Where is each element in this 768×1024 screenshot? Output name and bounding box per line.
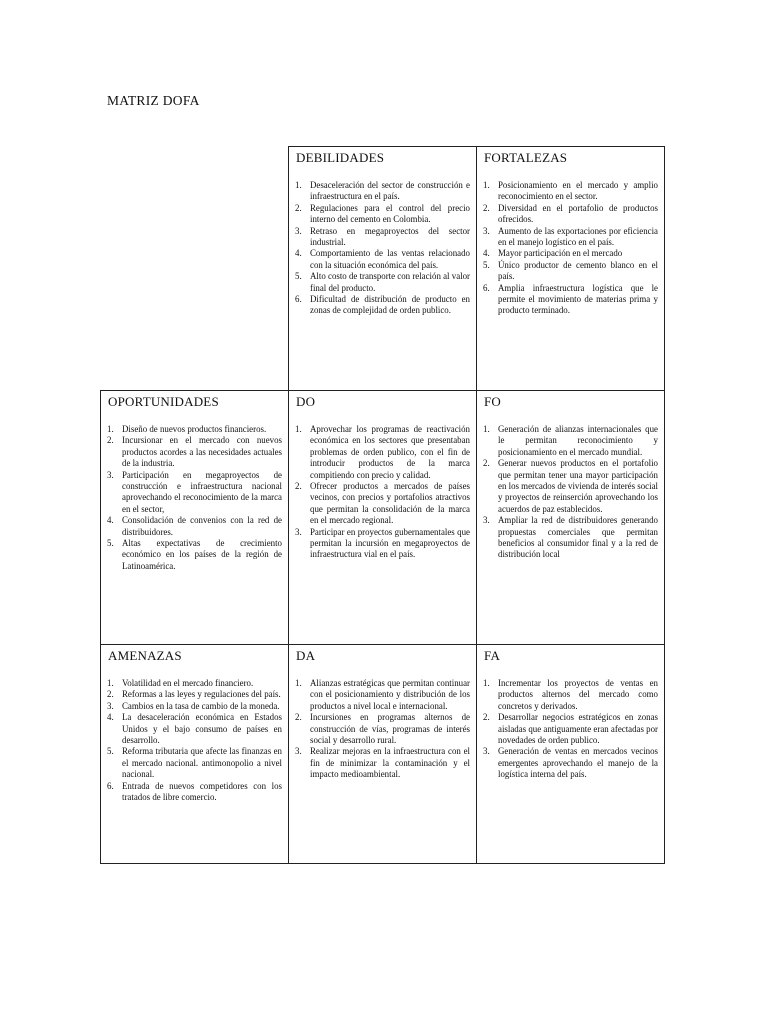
fortalezas-list — [483, 180, 658, 317]
amenazas-cell — [101, 645, 289, 864]
list-number: 2. — [295, 202, 302, 213]
list-item-text: Incursiones en programas alternos de construcción de vías, programas de interés social y desarrollo rural. — [310, 712, 470, 746]
list-item-text: Regulaciones para el control del precio interno del cemento en Colombia. — [310, 202, 470, 225]
do-item — [295, 527, 470, 561]
amenazas-item — [107, 689, 282, 700]
fa-item — [483, 712, 658, 746]
da-item — [295, 712, 470, 746]
list-item-text: Aumento de las exportaciones por eficiencia en el manejo logístico en el país. — [498, 225, 658, 248]
fortalezas-item — [483, 283, 658, 317]
list-item-text: Incrementar los proyectos de ventas en productos alternos del mercado como concretos y derivados. — [498, 678, 658, 711]
amenazas-item — [107, 678, 282, 689]
fo-cell — [477, 391, 665, 645]
list-number: 4. — [295, 248, 302, 259]
list-item-text: Comportamiento de las ventas relacionado con la situación económica del país. — [310, 248, 470, 270]
list-number: 5. — [295, 271, 302, 282]
oportunidades-item — [107, 538, 282, 572]
list-item-text: Posicionamiento en el mercado y amplio reconocimiento en el sector. — [498, 180, 658, 202]
do-header: DO — [296, 394, 316, 409]
list-number: 1. — [483, 678, 490, 688]
list-number: 2. — [107, 689, 114, 700]
list-number: 6. — [483, 282, 490, 293]
list-number: 3. — [483, 746, 490, 757]
fa-cell — [477, 645, 665, 864]
list-number: 3. — [295, 746, 302, 757]
list-item-text: Diseño de nuevos productos financieros. — [122, 424, 267, 434]
list-number: 4. — [107, 712, 114, 723]
oportunidades-cell — [101, 391, 289, 645]
list-number: 2. — [483, 202, 490, 213]
list-item-text: Consolidación de convenios con la red de distribuidores. — [122, 515, 282, 537]
list-item-text: Generar nuevos productos en el portafolio que permitan tener una mayor participación en los mercados de vivienda de interés social y proyectos de reinserción aprovechando los acuerdos de paz establecidos. — [498, 458, 658, 514]
do-item — [295, 424, 470, 481]
do-cell — [289, 391, 477, 645]
list-item-text: Desarrollar negocios estratégicos en zonas aisladas que antiguamente eran afectadas por novedades de orden publico. — [498, 712, 658, 746]
da-cell — [289, 645, 477, 864]
debilidades-list — [295, 180, 470, 317]
list-item-text: Altas expectativas de crecimiento económico en los países de la región de Latinoamérica. — [122, 538, 282, 571]
list-number: 3. — [107, 700, 114, 711]
oportunidades-list — [107, 424, 282, 572]
fo-item — [483, 458, 658, 515]
list-number: 5. — [107, 746, 114, 757]
fortalezas-item — [483, 203, 658, 226]
list-item-text: Reforma tributaria que afecte las finanzas en el mercado nacional. antimonopolio a nivel nacional. — [122, 746, 282, 780]
fortalezas-header: FORTALEZAS — [484, 150, 568, 165]
amenazas-item — [107, 746, 282, 780]
list-number: 3. — [483, 225, 490, 236]
da-list — [295, 678, 470, 781]
amenazas-item — [107, 781, 282, 804]
fortalezas-item — [483, 260, 658, 283]
list-number: 2. — [483, 458, 490, 469]
list-number: 4. — [107, 515, 114, 526]
oportunidades-item — [107, 424, 282, 435]
oportunidades-item — [107, 470, 282, 516]
list-number: 5. — [107, 538, 114, 549]
list-number: 1. — [295, 180, 302, 190]
dofa-matrix — [100, 146, 665, 864]
list-item-text: Único productor de cemento blanco en el país. — [498, 259, 658, 282]
amenazas-header: AMENAZAS — [108, 648, 182, 663]
list-number: 1. — [295, 678, 302, 688]
list-item-text: Entrada de nuevos competidores con los tratados de libre comercio. — [122, 780, 282, 803]
list-number: 2. — [295, 712, 302, 723]
list-item-text: Alto costo de transporte con relación al valor final del producto. — [310, 271, 470, 293]
fortalezas-item — [483, 248, 658, 259]
list-number: 1. — [483, 424, 490, 434]
list-number: 1. — [483, 180, 490, 190]
empty-corner-cell — [101, 147, 289, 391]
list-item-text: Generación de alianzas internacionales que le permitan reconocimiento y posicionamiento en el mercado mundial. — [498, 424, 658, 457]
list-number: 6. — [295, 294, 302, 305]
fa-item — [483, 746, 658, 780]
list-item-text: Mayor participación en el mercado — [498, 248, 623, 259]
fa-header: FA — [484, 648, 501, 663]
fo-header: FO — [484, 394, 502, 409]
do-list — [295, 424, 470, 561]
debilidades-item — [295, 180, 470, 203]
list-number: 4. — [483, 248, 490, 259]
list-number: 5. — [483, 259, 490, 270]
list-item-text: Realizar mejoras en la infraestructura con el fin de minimizar la contaminación y el impacto medioambiental. — [310, 746, 470, 780]
list-item-text: Desaceleración del sector de construcción e infraestructura en el país. — [310, 180, 470, 202]
list-item-text: Ampliar la red de distribuidores generando propuestas comerciales que permitan beneficios al consumidor final y a la red de distribución local — [498, 515, 658, 560]
list-item-text: Incursionar en el mercado con nuevos productos acordes a las necesidades actuales de la industria. — [122, 435, 282, 469]
list-number: 3. — [295, 225, 302, 236]
list-number: 6. — [107, 780, 114, 791]
list-number: 2. — [107, 435, 114, 446]
list-item-text: Alianzas estratégicas que permitan continuar con el posicionamiento y distribución de los productos a nivel local e internacional. — [310, 678, 470, 711]
list-number: 1. — [107, 424, 114, 434]
fo-item — [483, 424, 658, 458]
list-item-text: Diversidad en el portafolio de productos ofrecidos. — [498, 202, 658, 225]
list-item-text: Ofrecer productos a mercados de países vecinos, con precios y portafolios atractivos que permitan la consolidación de la marca en el mercado regional. — [310, 481, 470, 526]
list-number: 3. — [107, 469, 114, 480]
list-item-text: Participación en megaproyectos de construcción e infraestructura nacional aprovechando el reconocimiento de la marca en el sector, — [122, 469, 282, 514]
debilidades-cell — [289, 147, 477, 391]
fortalezas-item — [483, 180, 658, 203]
list-number: 1. — [295, 424, 302, 434]
list-item-text: Participar en proyectos gubernamentales que permitan la incursión en megaproyectos de infraestructura vial en el país. — [310, 526, 470, 560]
amenazas-item — [107, 712, 282, 746]
debilidades-header: DEBILIDADES — [296, 150, 385, 165]
list-item-text: Retraso en megaproyectos del sector industrial. — [310, 225, 470, 248]
amenazas-item — [107, 701, 282, 712]
oportunidades-header: OPORTUNIDADES — [108, 394, 219, 409]
debilidades-item — [295, 248, 470, 271]
list-number: 2. — [295, 481, 302, 492]
amenazas-list — [107, 678, 282, 803]
list-number: 3. — [295, 526, 302, 537]
list-number: 3. — [483, 515, 490, 526]
document-title: MATRIZ DOFA — [107, 93, 200, 108]
debilidades-item — [295, 271, 470, 294]
do-item — [295, 481, 470, 527]
list-item-text: La desaceleración económica en Estados Unidos y el bajo consumo de países en desarrollo. — [122, 712, 282, 746]
list-item-text: Aprovechar los programas de reactivación económica en los sectores que presentaban problemas de orden publico, con el fin de introducir productos de la marca compitiendo con precio y calidad. — [310, 424, 470, 480]
fo-list — [483, 424, 658, 561]
list-item-text: Reformas a las leyes y regulaciones del país. — [122, 689, 281, 700]
debilidades-item — [295, 203, 470, 226]
list-number: 1. — [107, 678, 114, 688]
debilidades-item — [295, 226, 470, 249]
list-item-text: Cambios en la tasa de cambio de la moneda. — [122, 700, 280, 711]
list-item-text: Dificultad de distribución de producto en zonas de complejidad de orden publico. — [310, 294, 470, 316]
fortalezas-cell — [477, 147, 665, 391]
da-item — [295, 678, 470, 712]
da-item — [295, 746, 470, 780]
oportunidades-item — [107, 515, 282, 538]
da-header: DA — [296, 648, 316, 663]
list-item-text: Volatilidad en el mercado financiero. — [122, 678, 254, 688]
list-number: 2. — [483, 712, 490, 723]
list-item-text: Generación de ventas en mercados vecinos emergentes aprovechando el manejo de la logística interna del país. — [498, 746, 658, 780]
debilidades-item — [295, 294, 470, 317]
fa-item — [483, 678, 658, 712]
fa-list — [483, 678, 658, 781]
fo-item — [483, 515, 658, 561]
list-item-text: Amplia infraestructura logística que le permite el movimiento de materias prima y producto terminado. — [498, 282, 658, 316]
oportunidades-item — [107, 435, 282, 469]
fortalezas-item — [483, 226, 658, 249]
